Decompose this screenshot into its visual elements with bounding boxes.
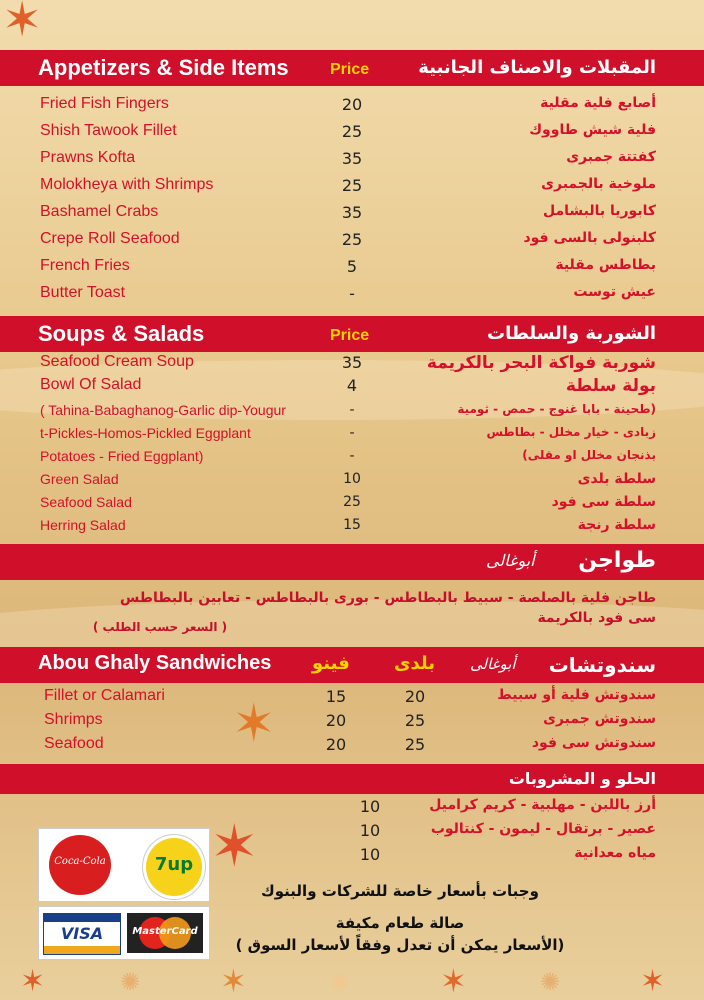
starfish-icon: ✶ (220, 962, 247, 1000)
menu-item (0, 711, 704, 735)
item-price: 25 (341, 122, 363, 141)
coca-cola-logo: Coca-Cola (49, 835, 111, 895)
item-name-ar: سلطة رنجة (577, 517, 656, 533)
item-name-en: Potatoes - Fried Eggplant) (40, 448, 204, 464)
item-name-en: French Fries (40, 257, 130, 274)
item-name-en: t-Pickles-Homos-Pickled Eggplant (40, 425, 251, 441)
item-name-en: Molokheya with Shrimps (40, 176, 214, 193)
appetizers-header (0, 50, 704, 86)
menu-item (0, 230, 704, 254)
item-price: - (349, 284, 355, 303)
menu-item (0, 494, 704, 518)
menu-item (0, 176, 704, 200)
item-name-ar: أرز باللبن - مهلبية - كريم كراميل (429, 797, 656, 813)
item-name-ar: شوربة فواكة البحر بالكريمة (426, 353, 656, 373)
item-price: 10 (359, 845, 381, 864)
item-name-en: Seafood (44, 735, 104, 752)
item-price: 35 (341, 203, 363, 222)
starfish-icon: ✶ (20, 964, 46, 999)
item-name-ar: سندوتش جمبرى (543, 711, 656, 727)
item-price: 20 (341, 95, 363, 114)
item-name-ar: بذنجان مخلل او مقلى) (522, 448, 656, 462)
item-name-en: Fried Fish Fingers (40, 95, 169, 112)
menu-item (0, 353, 704, 377)
item-name-ar: سلطة بلدى (577, 471, 656, 487)
menu-item (0, 687, 704, 711)
item-name-en: ( Tahina-Babaghanog-Garlic dip-Yougur (40, 402, 286, 418)
item-price: 10 (359, 821, 381, 840)
tagines-header (0, 544, 704, 580)
menu-item (0, 735, 704, 759)
item-name-ar: أصابع فلية مقلية (540, 95, 656, 111)
item-name-ar: سندوتش فلية أو سبيط (497, 687, 656, 703)
item-price: 15 (343, 517, 361, 533)
item-price: - (349, 448, 355, 464)
menu-item (0, 376, 704, 400)
item-price-fino: 15 (325, 687, 347, 706)
item-name-en: Prawns Kofta (40, 149, 136, 166)
tagines-items: طاجن فلية بالصلصة - سبيط بالبطاطس - بورى بالبطاطس - تعابين بالبطاطس (120, 590, 656, 606)
item-price-fino: 20 (325, 735, 347, 754)
item-name-en: Shrimps (44, 711, 103, 728)
sandwiches-title-ar: سندوتشات (548, 653, 656, 677)
starfish-icon: ✶ (440, 962, 467, 1000)
item-name-en: Shish Tawook Fillet (40, 122, 177, 139)
appetizers-price-label: Price (330, 61, 370, 78)
mastercard-logo: MasterCard (127, 913, 203, 953)
soups-price-label: Price (330, 327, 370, 344)
item-name-ar: مياه معدانية (574, 845, 656, 861)
item-price: 25 (341, 176, 363, 195)
visa-logo: VISA (43, 913, 121, 955)
sandwiches-brand-ar: أبوغالى (470, 655, 516, 673)
starfish-icon: ✶ (2, 0, 43, 48)
item-price: 4 (346, 376, 358, 395)
item-name-en: Seafood Salad (40, 494, 132, 510)
item-price: - (349, 402, 355, 418)
sandwiches-col-baladi: بلدى (394, 653, 436, 674)
item-name-en: Butter Toast (40, 284, 126, 301)
item-name-en: Herring Salad (40, 517, 126, 533)
item-name-ar: فلية شيش طاووك (529, 122, 656, 138)
menu-item (0, 95, 704, 119)
item-name-en: Bowl Of Salad (40, 376, 142, 393)
item-price: 25 (343, 494, 361, 510)
item-name-en: Bashamel Crabs (40, 203, 159, 220)
item-name-ar: زبادى - خيار مخلل - بطاطس (486, 425, 656, 439)
desserts-header (0, 764, 704, 794)
starfish-icon: ✶ (640, 964, 666, 999)
soups-header (0, 316, 704, 352)
desserts-title-ar: الحلو و المشروبات (508, 769, 656, 788)
item-name-ar: سندوتش سى فود (531, 735, 656, 751)
shell-icon: ✺ (330, 968, 351, 996)
menu-item (0, 203, 704, 227)
dining-hall-note: صالة طعام مكيفة (335, 914, 465, 932)
tagines-brand-ar: أبوغالى (486, 551, 535, 570)
starfish-icon: ✶ (232, 694, 276, 754)
item-name-en: Seafood Cream Soup (40, 353, 194, 370)
item-name-ar: بولة سلطة (565, 376, 656, 396)
starfish-icon: ✶ (210, 812, 259, 880)
item-name-ar: عيش توست (573, 284, 656, 300)
item-price-baladi: 20 (404, 687, 426, 706)
item-name-ar: (طحينة - بابا غنوج - حمص - ثومية (457, 402, 656, 416)
shell-icon: ✺ (120, 968, 141, 996)
item-price: 35 (341, 149, 363, 168)
sandwiches-title-en: Abou Ghaly Sandwiches (38, 652, 272, 674)
soups-title-ar: الشوربة والسلطات (487, 323, 656, 344)
item-name-ar: سلطة سى فود (551, 494, 656, 510)
seven-up-logo: 7up (143, 835, 205, 899)
menu-item (0, 284, 704, 308)
menu-item (0, 122, 704, 146)
item-price-baladi: 25 (404, 735, 426, 754)
shells-decoration (0, 962, 704, 1000)
item-price-fino: 20 (325, 711, 347, 730)
item-name-ar: بطاطس مقلية (555, 257, 656, 273)
item-price: 35 (341, 353, 363, 372)
appetizers-title-en: Appetizers & Side Items (38, 55, 289, 80)
item-price: - (349, 425, 355, 441)
tagines-price-note: ( السعر حسب الطلب ) (92, 620, 228, 634)
corporate-offer: وجبات بأسعار خاصة للشركات والبنوك (261, 882, 539, 900)
menu-item (0, 149, 704, 173)
item-price-baladi: 25 (404, 711, 426, 730)
item-name-ar: كلبنولى بالسى فود (523, 230, 656, 246)
menu-item (0, 471, 704, 495)
item-price: 5 (346, 257, 358, 276)
soups-title-en: Soups & Salads (38, 321, 205, 346)
item-name-ar: عصير - برتقال - ليمون - كنتالوب (430, 821, 656, 837)
item-price: 25 (341, 230, 363, 249)
menu-item (0, 797, 704, 821)
appetizers-title-ar: المقبلات والاصناف الجانبية (418, 57, 656, 78)
item-name-ar: كابوريا بالبشامل (542, 203, 656, 219)
shell-icon: ✺ (540, 968, 561, 996)
menu-item (0, 425, 704, 449)
menu-item (0, 402, 704, 426)
item-price: 10 (343, 471, 361, 487)
item-name-en: Crepe Roll Seafood (40, 230, 180, 247)
menu-item (0, 517, 704, 541)
menu-item (0, 448, 704, 472)
item-name-ar: كفتتة جمبرى (566, 149, 656, 165)
price-disclaimer: (الأسعار يمكن أن تعدل وفقاً لأسعار السوق ) (235, 936, 565, 954)
item-price: 10 (359, 797, 381, 816)
sandwiches-header (0, 647, 704, 683)
item-name-en: Green Salad (40, 471, 119, 487)
tagines-items-2: سى فود بالكريمة (537, 610, 656, 626)
tagines-title-ar: طواجن (578, 548, 656, 573)
sandwiches-col-fino: فينو (312, 653, 350, 674)
menu-item (0, 257, 704, 281)
item-name-ar: ملوخية بالجمبرى (541, 176, 656, 192)
item-name-en: Fillet or Calamari (44, 687, 165, 704)
